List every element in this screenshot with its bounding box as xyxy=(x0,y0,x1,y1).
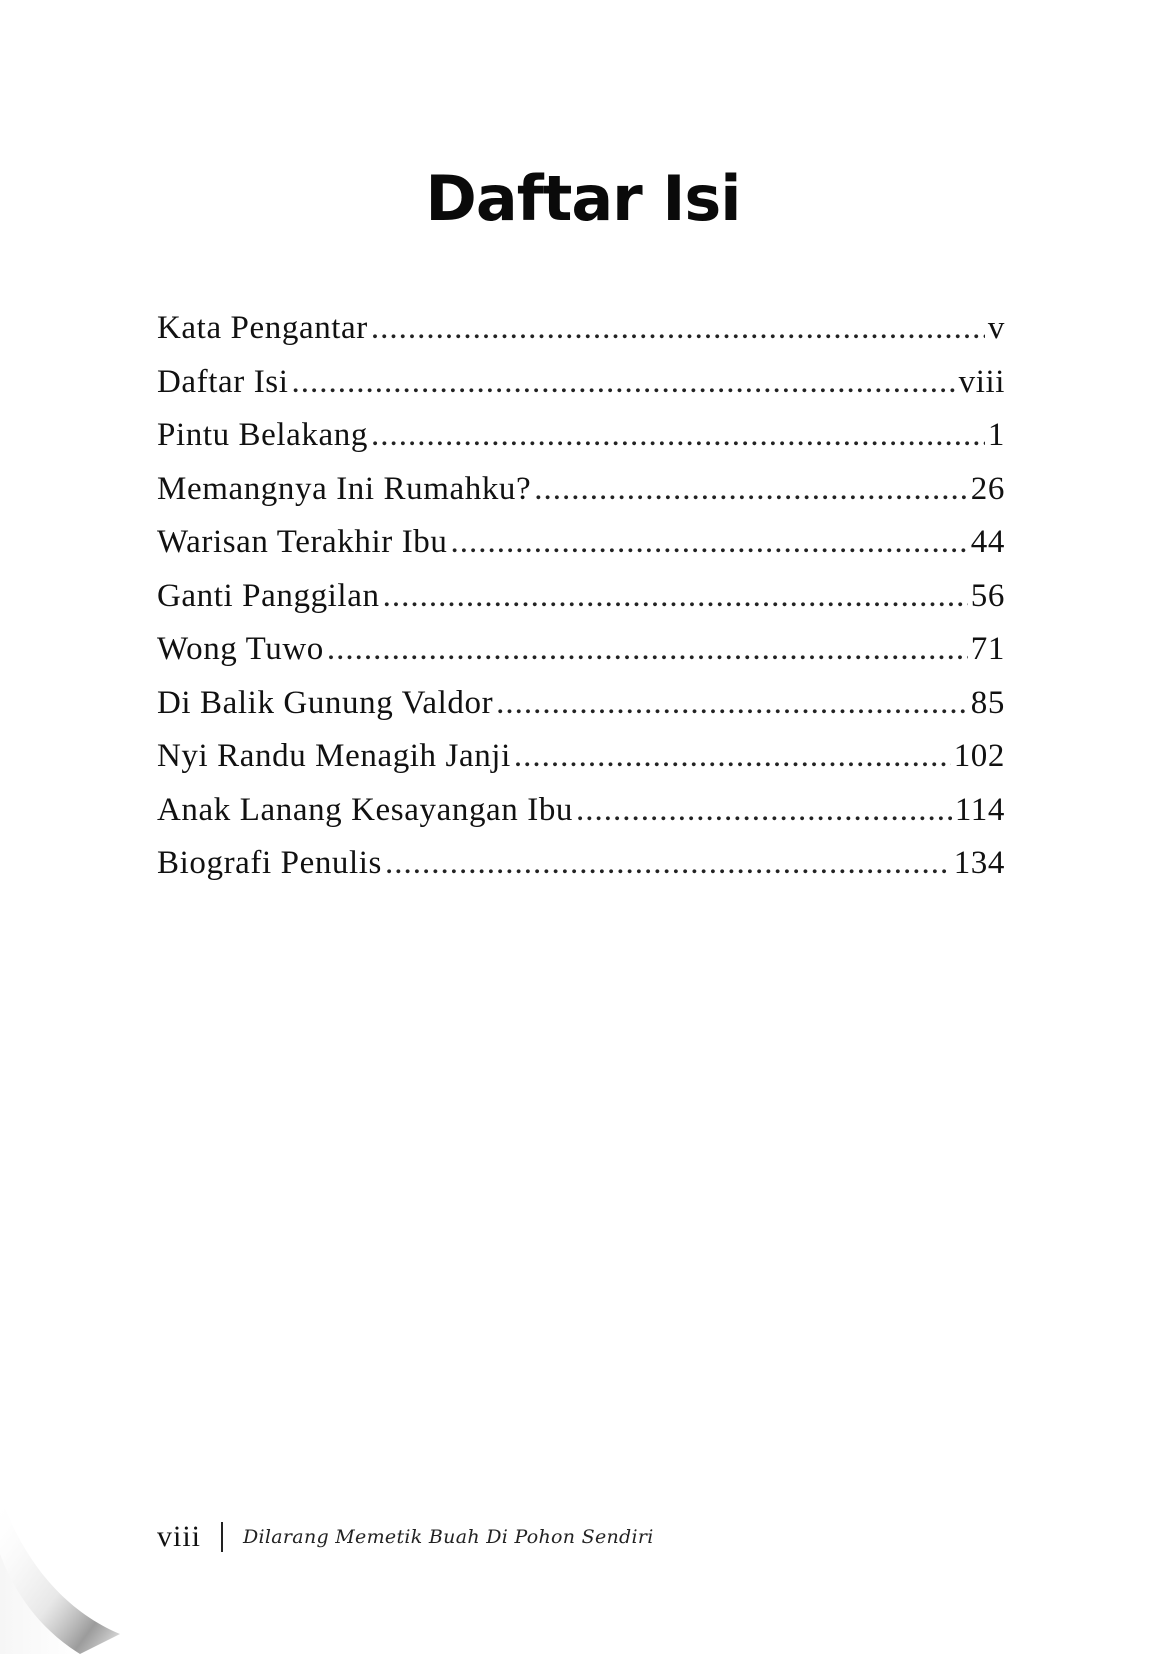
toc-dot-leader xyxy=(576,792,952,829)
toc-entry-page: 26 xyxy=(970,470,1005,507)
toc-dot-leader xyxy=(327,631,968,668)
toc-entry-label: Daftar Isi xyxy=(157,363,289,400)
toc-entry[interactable] xyxy=(157,792,1005,846)
toc-dot-leader xyxy=(514,738,951,775)
footer-page-number: viii xyxy=(157,1520,202,1553)
toc-dot-leader xyxy=(451,524,968,561)
toc-entry-label: Anak Lanang Kesayangan Ibu xyxy=(157,791,574,828)
toc-entry[interactable] xyxy=(157,578,1005,632)
toc-entry-label: Memangnya Ini Rumahku? xyxy=(157,470,532,507)
page-curl-shadow xyxy=(0,1434,160,1654)
toc-entry-page: viii xyxy=(958,363,1005,400)
toc-entry[interactable] xyxy=(157,685,1005,739)
toc-entry-label: Ganti Panggilan xyxy=(157,577,380,614)
toc-entry-page: 85 xyxy=(970,684,1005,721)
toc-entry-label: Pintu Belakang xyxy=(157,417,368,453)
toc-dot-leader xyxy=(534,471,968,508)
toc-entry-label: Biografi Penulis xyxy=(157,845,383,881)
page-title: Daftar Isi xyxy=(425,162,741,235)
toc-entry-label: Nyi Randu Menagih Janji xyxy=(157,738,511,774)
toc-entry[interactable] xyxy=(157,631,1005,685)
toc-entry[interactable] xyxy=(157,310,1005,364)
table-of-contents xyxy=(157,310,1005,899)
toc-entry-label: Wong Tuwo xyxy=(157,631,324,667)
footer-divider xyxy=(221,1522,223,1552)
toc-entry[interactable] xyxy=(157,471,1005,525)
toc-dot-leader xyxy=(385,845,951,882)
toc-dot-leader xyxy=(383,578,968,615)
toc-dot-leader xyxy=(292,364,956,401)
toc-entry-page: 44 xyxy=(970,524,1005,560)
footer-book-title: Dilarang Memetik Buah Di Pohon Sendiri xyxy=(243,1526,654,1548)
toc-dot-leader xyxy=(371,417,985,454)
toc-dot-leader xyxy=(496,685,968,722)
toc-entry[interactable] xyxy=(157,524,1005,578)
toc-entry[interactable] xyxy=(157,417,1005,471)
toc-entry-label: Warisan Terakhir Ibu xyxy=(157,524,448,560)
toc-entry[interactable] xyxy=(157,364,1005,418)
toc-dot-leader xyxy=(371,310,985,347)
page-footer xyxy=(157,1520,654,1554)
toc-entry-page: 102 xyxy=(953,738,1005,774)
toc-entry[interactable] xyxy=(157,738,1005,792)
toc-entry-page: 114 xyxy=(954,791,1005,828)
toc-entry-label: Kata Pengantar xyxy=(157,310,368,346)
toc-entry-page: 134 xyxy=(953,845,1005,881)
toc-entry-page: 56 xyxy=(970,577,1005,614)
toc-entry-page: v xyxy=(987,310,1005,346)
toc-entry-page: 71 xyxy=(970,631,1005,667)
toc-entry-page: 1 xyxy=(987,417,1005,453)
toc-entry-label: Di Balik Gunung Valdor xyxy=(157,684,494,721)
toc-entry[interactable] xyxy=(157,845,1005,899)
